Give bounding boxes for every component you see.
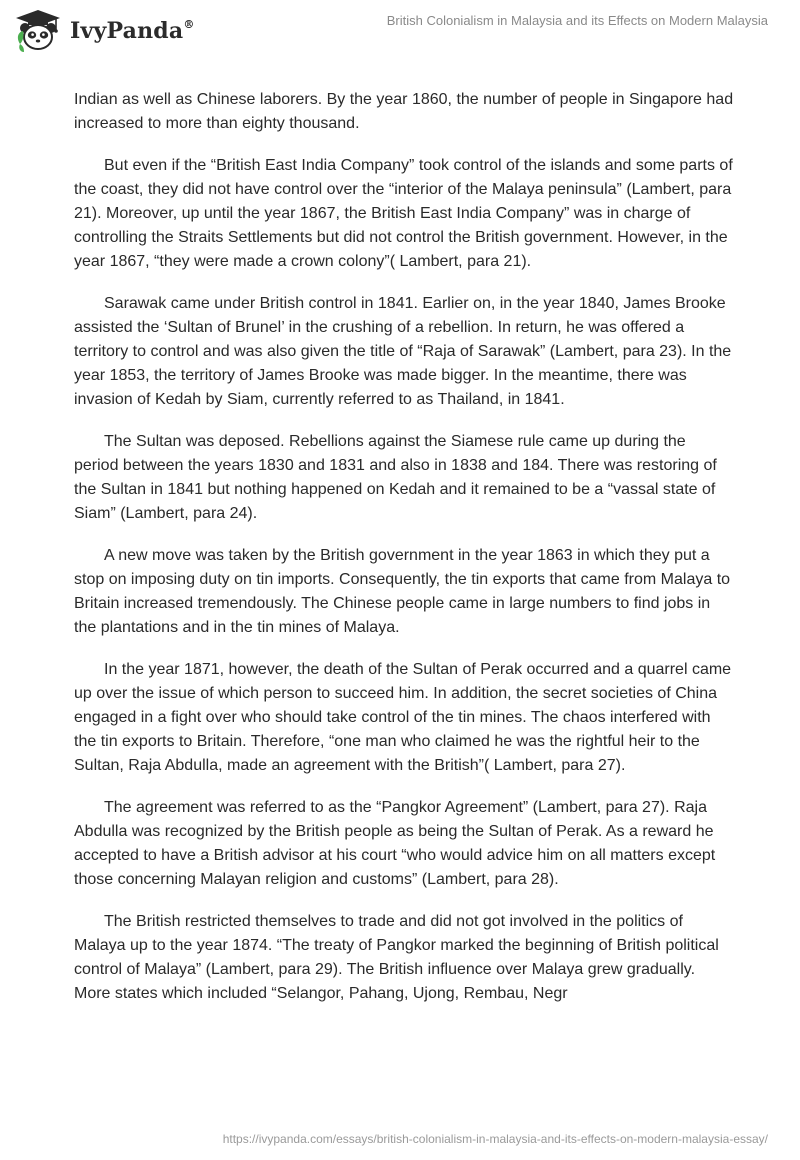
paragraph-8: The British restricted themselves to trade and did not got involved in the politics of Malaya up to the year 1874. “The treaty of Pangkor marked the beginning of British political control of Malaya” (Lambert, para 29). The British influence over Malaya grew gradually. More states which included “Selangor, Pahang, Ujong, Rembau, Negr <box>74 913 719 1002</box>
paragraph-7: The agreement was referred to as the “Pangkor Agreement” (Lambert, para 27). Raja Abdulla was recognized by the British people as being the Sultan of Perak. As a reward he accepted to have a British advisor at his court “who would advice him on all matters except those concerning Malayan religion and customs” (Lambert, para 28). <box>74 799 716 888</box>
page-header <box>0 0 800 64</box>
panda-graduate-icon <box>14 8 62 54</box>
paragraph-1: Indian as well as Chinese laborers. By the year 1860, the number of people in Singapore had increased to more than eighty thousand. <box>74 91 734 132</box>
source-url-link[interactable]: https://ivypanda.com/essays/british-colonialism-in-malaysia-and-its-effects-on-modern-malaysia-essay/ <box>222 1132 768 1146</box>
paragraph-2: But even if the “British East India Company” took control of the islands and some parts of the coast, they did not have control over the “interior of the Malaya peninsula” (Lambert, para 21). Moreover, up until the year 1867, the British East India Company” was in charge of controlling the Straits Settlements but did not control the British government. However, in the year 1867, “they were made a crown colony”( Lambert, para 21). <box>74 157 733 270</box>
paragraph-5: A new move was taken by the British government in the year 1863 in which they put a stop on imposing duty on tin imports. Consequently, the tin exports that came from Malaya to Britain increased tremendously. The Chinese people came in large numbers to find jobs in the plantations and in the tin mines of Malaya. <box>74 547 731 636</box>
paragraph-6: In the year 1871, however, the death of the Sultan of Perak occurred and a quarrel came up over the issue of which person to succeed him. In addition, the secret societies of China engaged in a fight over who should take control of the tin mines. The chaos interfered with the tin exports to Britain. Therefore, “one man who claimed he was the rightful heir to the Sultan, Raja Abdulla, made an agreement with the British”( Lambert, para 27). <box>74 661 732 774</box>
logo-wordmark <box>70 18 195 44</box>
essay-body <box>74 88 734 1024</box>
ivypanda-logo[interactable] <box>14 8 195 54</box>
paragraph-4: The Sultan was deposed. Rebellions against the Siamese rule came up during the period between the years 1830 and 1831 and also in 1838 and 184. There was restoring of the Sultan in 1841 but nothing happened on Kedah and it remained to be a “vassal state of Siam” (Lambert, para 24). <box>74 433 717 522</box>
logo-name: IvyPanda <box>70 18 184 44</box>
registered-mark: ® <box>183 17 195 31</box>
document-title: British Colonialism in Malaysia and its Effects on Modern Malaysia <box>386 13 768 28</box>
paragraph-3: Sarawak came under British control in 1841. Earlier on, in the year 1840, James Brooke assisted the ‘Sultan of Brunel’ in the crushing of a rebellion. In return, he was offered a territory to control and was also given the title of “Raja of Sarawak” (Lambert, para 23). In the year 1853, the territory of James Brooke was made bigger. In the meantime, there was invasion of Kedah by Siam, currently referred to as Thailand, in 1841. <box>74 295 732 408</box>
